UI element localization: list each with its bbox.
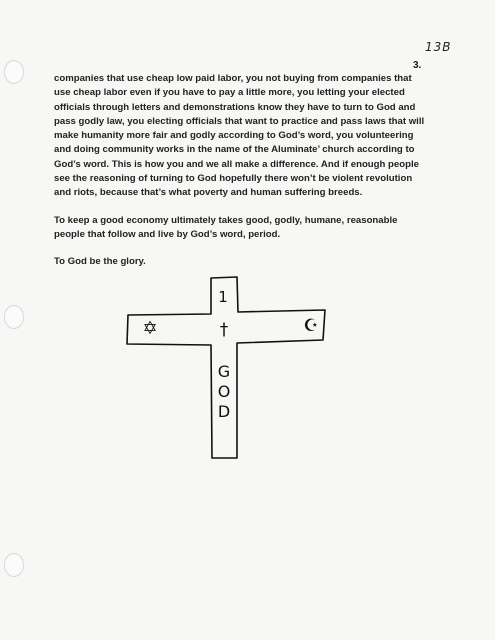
punch-hole <box>4 305 24 329</box>
page-number: 3. <box>413 60 422 71</box>
paragraph: To keep a good economy ultimately takes good, godly, humane, reasonable people that follow and live by God’s word, period. <box>54 214 398 240</box>
letter-d: D <box>217 402 231 421</box>
letter-o: O <box>217 382 231 401</box>
punch-hole <box>4 60 24 84</box>
star-of-david-icon: ✡ <box>142 318 158 339</box>
letter-g: G <box>217 362 231 381</box>
cross-drawing <box>125 270 345 465</box>
body-text <box>54 72 430 283</box>
punch-hole <box>4 553 24 577</box>
handwritten-note: 13B <box>425 40 452 54</box>
number-one-label: 1 <box>218 288 228 306</box>
small-cross-icon: † <box>219 320 229 340</box>
paragraph: To God be the glory. <box>54 256 146 268</box>
crescent-icon: ☪ <box>303 316 319 336</box>
paragraph: companies that use cheap low paid labor, you not buying from companies that use cheap labor even if you have to pay a little more, you letting your elected officials through letters and demonstrations know they have to turn to God and pass godly law, you electing officials that want to practice and pass laws that will make humanity more fair and godly according to God’s word, you volunteering and doing community works in the name of the Aluminate’ church according to God’s word. This is how you and we all make a difference. And if enough people see the reasoning of turning to God hopefully there won’t be violent revolution and riots, because that’s what poverty and human suffering breeds. <box>54 73 425 199</box>
cross-sketch <box>125 270 345 465</box>
